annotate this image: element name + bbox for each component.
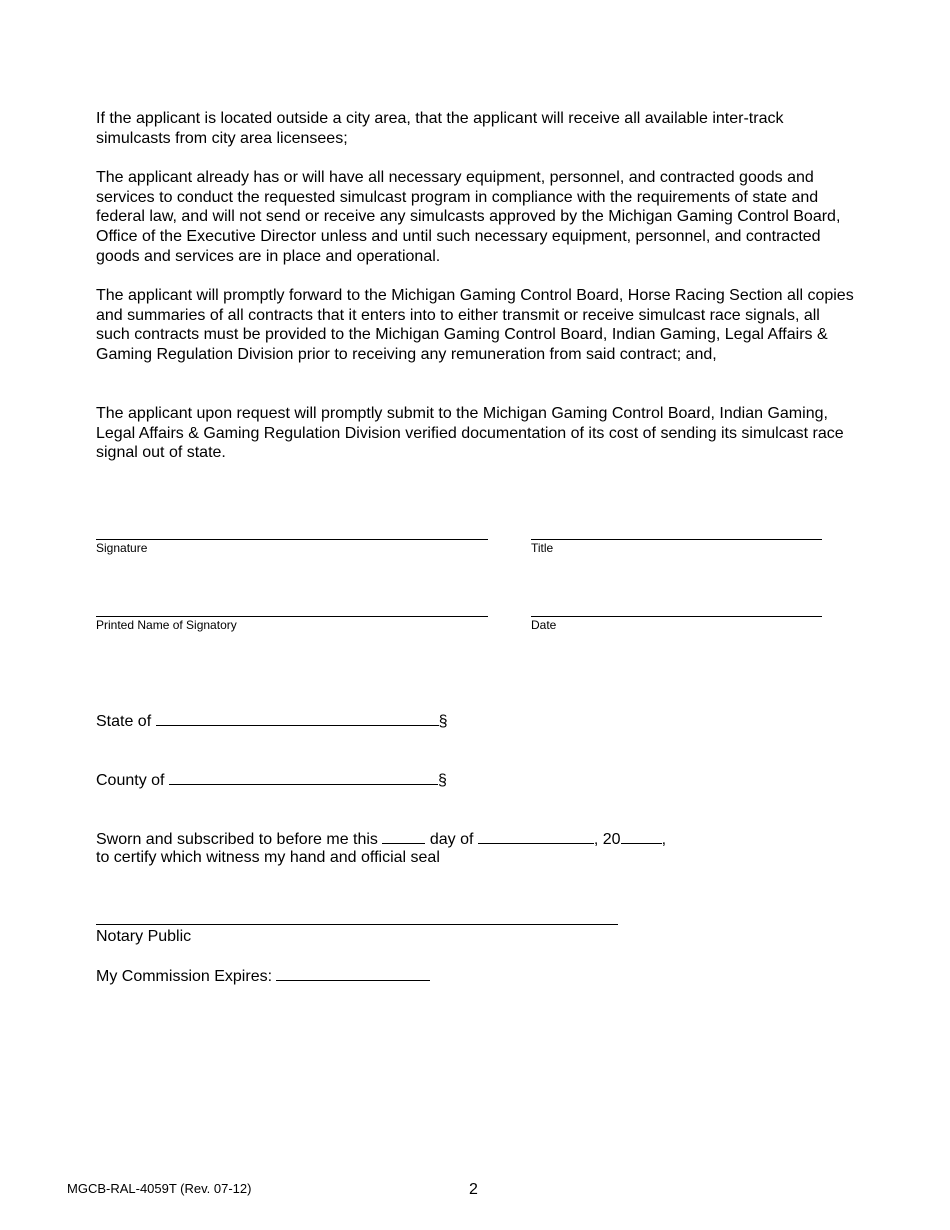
commission-expiry-field[interactable] bbox=[276, 966, 430, 981]
printed-name-line[interactable] bbox=[96, 616, 488, 617]
section-symbol: § bbox=[438, 713, 448, 730]
paragraph-equipment: The applicant already has or will have all necessary equipment, personnel, and contracted goods and services to conduct the requested simulcast program in compliance with the requirements of state and federal law, and will not send or receive any simulcasts approved by the Michigan Gaming Control Board, Office of the Executive Director unless and until such necessary equipment, personnel, and contracted goods and services are in place and operational. bbox=[96, 169, 841, 265]
year-field[interactable] bbox=[621, 829, 662, 844]
paragraph-city-area: If the applicant is located outside a city area, that the applicant will receive all available inter-track simulcasts from city area licensees; bbox=[96, 110, 784, 147]
day-of-label: day of bbox=[429, 831, 474, 848]
paragraph-documentation: The applicant upon request will promptly submit to the Michigan Gaming Control Board, Indian Gaming, Legal Affairs & Gaming Regulation Division verified documentation of its cost of sending its simulcast race signal out of state. bbox=[96, 405, 844, 462]
signature-line[interactable] bbox=[96, 539, 488, 540]
signature-label: Signature bbox=[96, 541, 148, 555]
county-of-label: County of bbox=[96, 772, 165, 789]
page-number: 2 bbox=[469, 1181, 478, 1198]
state-field[interactable] bbox=[156, 711, 439, 726]
state-of-label: State of bbox=[96, 713, 152, 730]
sworn-row bbox=[96, 829, 666, 850]
commission-label: My Commission Expires: bbox=[96, 968, 273, 985]
day-field[interactable] bbox=[382, 829, 425, 844]
date-line[interactable] bbox=[531, 616, 822, 617]
notary-public-label: Notary Public bbox=[96, 928, 192, 945]
title-label: Title bbox=[531, 541, 554, 555]
section-symbol: § bbox=[437, 772, 447, 789]
form-number: MGCB-RAL-4059T (Rev. 07-12) bbox=[67, 1181, 252, 1196]
printed-name-label: Printed Name of Signatory bbox=[96, 618, 237, 632]
commission-row bbox=[96, 966, 430, 987]
date-label: Date bbox=[531, 618, 557, 632]
notary-signature-line[interactable] bbox=[96, 924, 618, 925]
month-field[interactable] bbox=[478, 829, 594, 844]
year-prefix: , 20 bbox=[593, 831, 621, 848]
state-of-row bbox=[96, 711, 448, 732]
county-field[interactable] bbox=[169, 770, 438, 785]
paragraph-contracts: The applicant will promptly forward to the Michigan Gaming Control Board, Horse Racing Section all copies and summaries of all contracts that it enters into to either transmit or receive simulcast race signals, all such contracts must be provided to the Michigan Gaming Control Board, Indian Gaming, Legal Affairs & Gaming Regulation Division prior to receiving any remuneration from said contract; and, bbox=[96, 287, 854, 364]
certify-line: to certify which witness my hand and official seal bbox=[96, 849, 440, 866]
trailing-comma: , bbox=[661, 831, 667, 848]
sworn-prefix: Sworn and subscribed to before me this bbox=[96, 831, 378, 848]
title-line[interactable] bbox=[531, 539, 822, 540]
county-of-row bbox=[96, 770, 447, 791]
